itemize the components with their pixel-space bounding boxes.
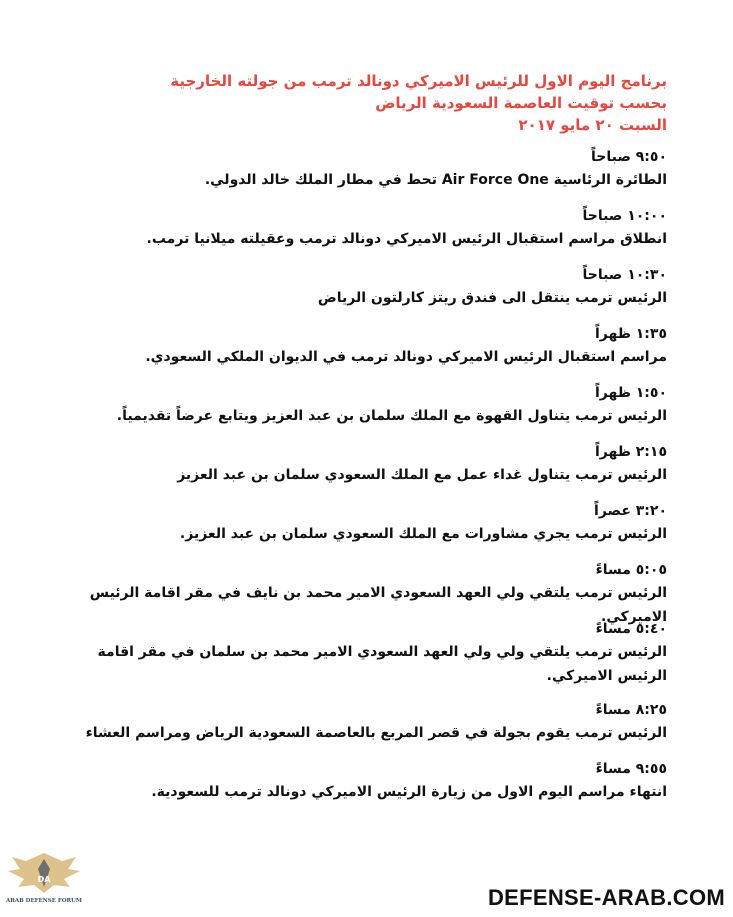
entry-description: الرئيس ترمب يتناول غداء عمل مع الملك السعودي سلمان بن عبد العزيز bbox=[177, 467, 667, 483]
entry-description: الرئيس ترمب ينتقل الى فندق ريتز كارلتون الرياض bbox=[317, 290, 667, 306]
arab-defense-forum-logo bbox=[4, 847, 84, 915]
schedule-entry bbox=[57, 382, 667, 441]
schedule-entry bbox=[57, 758, 667, 817]
entry-description: الرئيس ترمب يلتقي ولي العهد السعودي الامير محمد بن نايف في مقر اقامة الرئيس الاميركي. bbox=[89, 585, 667, 625]
logo-initials: DA bbox=[37, 875, 51, 884]
entry-description: الرئيس ترمب يلتقي ولي ولي العهد السعودي الامير محمد بن سلمان في مقر اقامة الرئيس الاميركي. bbox=[97, 644, 667, 684]
entry-time: ٢:١٥ ظهراً bbox=[594, 444, 667, 460]
entry-time: ٣:٢٠ عصراً bbox=[594, 503, 667, 519]
schedule-entry bbox=[57, 559, 667, 625]
entry-description: الرئيس ترمب يجري مشاورات مع الملك السعودي سلمان بن عبد العزيز. bbox=[179, 526, 667, 542]
entry-description: الطائرة الرئاسية Air Force One تحط في مطار الملك خالد الدولي. bbox=[204, 172, 667, 188]
entry-description: انطلاق مراسم استقبال الرئيس الاميركي دونالد ترمب وعقيلته ميلانيا ترمب. bbox=[146, 231, 667, 247]
header-title: برنامج اليوم الاول للرئيس الاميركي دونالد ترمب من جولته الخارجية bbox=[170, 72, 667, 90]
entry-time: ٩:٥٠ صباحاً bbox=[591, 149, 667, 165]
schedule-list bbox=[57, 146, 667, 817]
entry-description: انتهاء مراسم اليوم الاول من زيارة الرئيس الاميركي دونالد ترمب للسعودية. bbox=[151, 784, 667, 800]
eagle-emblem-icon bbox=[4, 847, 84, 915]
schedule-entry bbox=[57, 264, 667, 323]
schedule-entry bbox=[57, 205, 667, 264]
entry-time: ٩:٥٥ مساءً bbox=[595, 761, 667, 777]
site-watermark: DEFENSE-ARAB.COM bbox=[487, 885, 725, 910]
entry-time: ١:٣٥ ظهراً bbox=[594, 326, 667, 342]
entry-time: ١:٥٠ ظهراً bbox=[594, 385, 667, 401]
entry-time: ١٠:٣٠ صباحاً bbox=[582, 267, 667, 283]
schedule-entry bbox=[57, 146, 667, 205]
entry-description: مراسم استقبال الرئيس الاميركي دونالد ترمب في الديوان الملكي السعودي. bbox=[145, 349, 667, 365]
schedule-entry bbox=[57, 618, 667, 699]
header-subtitle: بحسب توقيت العاصمة السعودية الرياض bbox=[375, 94, 667, 112]
entry-time: ١٠:٠٠ صباحاً bbox=[582, 208, 667, 224]
header-date: السبت ٢٠ مايو ٢٠١٧ bbox=[518, 116, 667, 134]
entry-description: الرئيس ترمب يقوم بجولة في قصر المربع بالعاصمة السعودية الرياض ومراسم العشاء bbox=[85, 725, 667, 741]
document-header bbox=[67, 70, 667, 136]
entry-time: ٥:٤٠ مساءً bbox=[595, 621, 667, 637]
entry-description: الرئيس ترمب يتناول القهوة مع الملك سلمان بن عبد العزيز ويتابع عرضاً تقديمياً. bbox=[116, 408, 667, 424]
schedule-entry bbox=[57, 500, 667, 559]
entry-time: ٨:٢٥ مساءً bbox=[595, 702, 667, 718]
schedule-entry bbox=[57, 699, 667, 758]
schedule-entry bbox=[57, 323, 667, 382]
entry-time: ٥:٠٥ مساءً bbox=[595, 562, 667, 578]
logo-caption: ARAB DEFENSE FORUM bbox=[6, 898, 82, 904]
schedule-entry bbox=[57, 441, 667, 500]
